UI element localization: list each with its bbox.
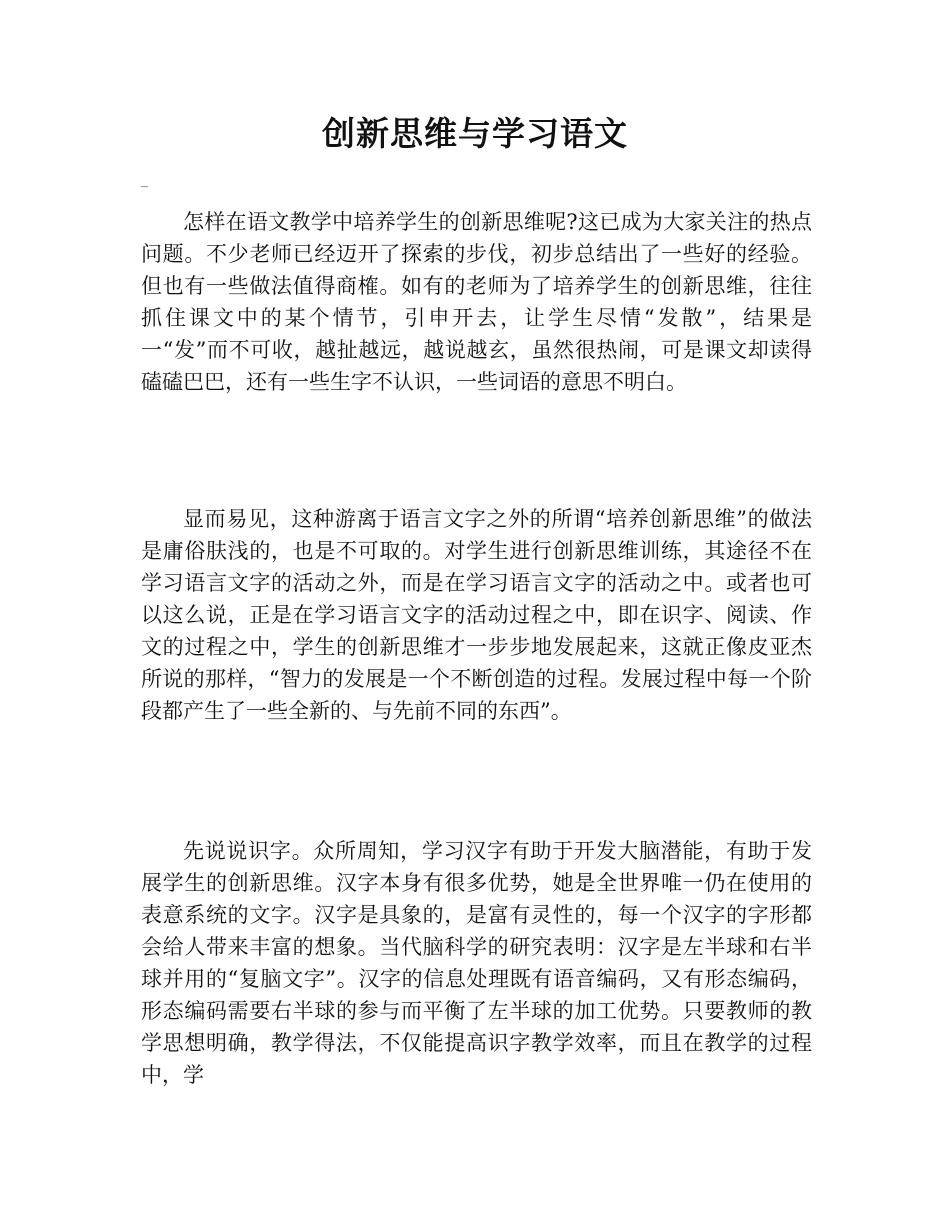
paragraph-2: 显而易见，这种游离于语言文字之外的所谓“培养创新思维”的做法是庸俗肤浅的，也是不可取的。对学生进行创新思维训练，其途径不在学习语言文字的活动之外，而是在学习语言文字的活动之中。或者也可以这么说，正是在学习语言文字的活动过程之中，即在识字、阅读、作文的过程之中，学生的创新思维才一步步地发展起来，这就正像皮亚杰所说的那样，“智力的发展是一个不断创造的过程。发展过程中每一个阶段都产生了一些全新的、与先前不同的东西”。 [141, 507, 812, 723]
document-title: 创新思维与学习语文 [322, 114, 628, 153]
section-marker: _ [141, 172, 148, 188]
paragraph-3: 先说说识字。众所周知，学习汉字有助于开发大脑潜能，有助于发展学生的创新思维。汉字本身有很多优势，她是全世界唯一仍在使用的表意系统的文字。汉字是具象的，是富有灵性的，每一个汉字的字形都会给人带来丰富的想象。当代脑科学的研究表明：汉字是左半球和右半球并用的“复脑文字”。汉字的信息处理既有语音编码，又有形态编码，形态编码需要右半球的参与而平衡了左半球的加工优势。只要教师的教学思想明确，教学得法，不仅能提高识字教学效率，而且在教学的过程中，学 [141, 839, 812, 1087]
paragraph-1: 怎样在语文教学中培养学生的创新思维呢?这已成为大家关注的热点问题。不少老师已经迈开了探索的步伐，初步总结出了一些好的经验。但也有一些做法值得商榷。如有的老师为了培养学生的创新思维，往往抓住课文中的某个情节，引申开去，让学生尽情“发散”，结果是一“发”而不可收，越扯越远，越说越玄，虽然很热闹，可是课文却读得磕磕巴巴，还有一些生字不认识，一些词语的意思不明白。 [141, 210, 812, 394]
